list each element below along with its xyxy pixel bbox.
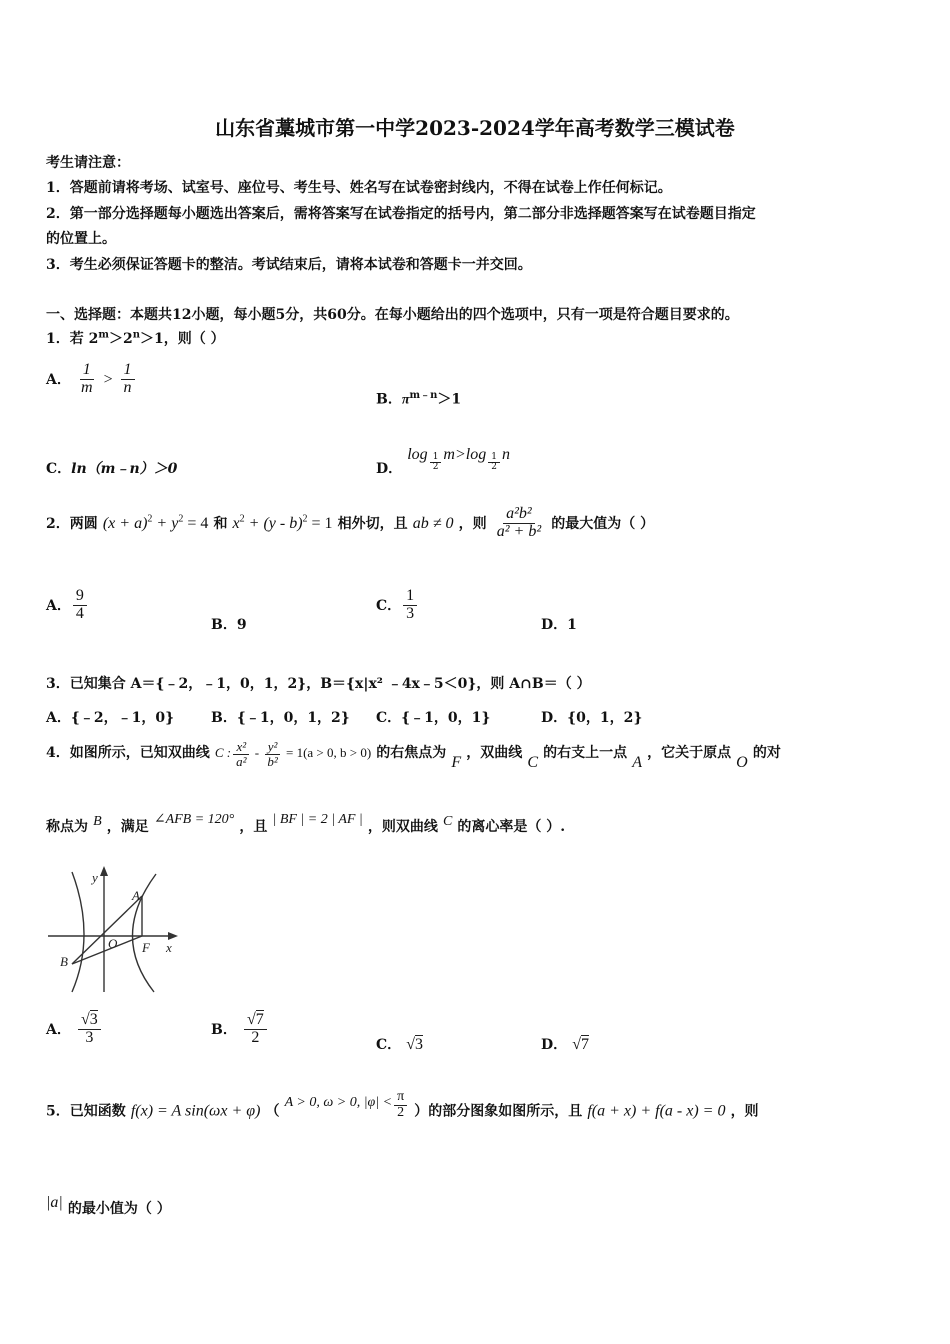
section-heading: 一、选择题：本题共12小题，每小题5分，共60分。在每小题给出的四个选项中，只有一项是符合题目要求的。: [46, 307, 739, 323]
q1-option-c[interactable]: C．ln（m﹣n）＞0: [46, 461, 178, 477]
notice-item-2: 2．第一部分选择题每小题选出答案后，需将答案写在试卷指定的括号内，第二部分非选择题答案写在试卷题目指定: [46, 206, 756, 222]
notice-item-1: 1．答题前请将考场、试室号、座位号、考生号、姓名写在试卷密封线内，不得在试卷上作任何标记。: [46, 180, 672, 196]
q2-option-a[interactable]: A． $\frac{9}{4}$: [46, 588, 89, 623]
fig-label-b: B: [60, 954, 68, 969]
notice-item-2-cont: 的位置上。: [46, 231, 116, 247]
q2-option-d[interactable]: D．1: [541, 617, 577, 633]
q3-option-b[interactable]: B．{﹣1，0，1，2}: [211, 710, 350, 726]
q4-option-d[interactable]: D． √7: [541, 1036, 590, 1053]
q3-option-c[interactable]: C．{﹣1，0，1}: [376, 710, 491, 726]
q3-option-a[interactable]: A．{﹣2，﹣1，0}: [46, 710, 175, 726]
q4-option-b[interactable]: B． $\frac{√7}{2}$: [211, 1012, 269, 1047]
fraction: $\frac{1}{n}$: [121, 362, 135, 397]
fig-label-y: y: [92, 870, 98, 885]
q1-option-d[interactable]: D． log $\frac{1}{2}$ m>log $\frac{1}{2}$ n: [376, 446, 510, 477]
hyperbola-left-branch: [72, 872, 84, 992]
segment-ab: [72, 896, 142, 964]
q2-option-c[interactable]: C． $\frac{1}{3}$: [376, 588, 419, 623]
q3-option-d[interactable]: D．{0，1，2}: [541, 710, 643, 726]
fig-label-x: x: [166, 940, 172, 955]
q1-option-b[interactable]: B．$\pi^{m﹣n}>1$: [376, 390, 462, 408]
q4-option-a[interactable]: A． $\frac{√3}{3}$: [46, 1012, 103, 1047]
question-3-stem: 3．已知集合 A＝{﹣2，﹣1，0，1，2}，B＝{x|x² ﹣4x﹣5＜0}，则 A∩B＝（ ）: [46, 676, 591, 692]
option-label: A．: [46, 371, 71, 388]
question-1-stem: 1．若 $2^m>2^n>1$，则（ ）: [46, 329, 225, 347]
notice-item-3: 3．考生必须保证答题卡的整洁。考试结束后，请将本试卷和答题卡一并交回。: [46, 257, 532, 273]
question-2-stem: 2．两圆 $(x + a)^2 + y^2 = 4$ 和 $x^2 + (y - b)^2 = 1$ 相外切，且 ab ≠ 0 ，则 $\frac{\text{a²b²}}{\text{a² + b²}}$ 的最大值为（ ）: [46, 505, 655, 540]
notice-heading: 考生请注意：: [46, 155, 130, 171]
question-4-stem-line1: 4．如图所示，已知双曲线 C : $\frac{\text{x²}}{\text{a²}}$ - $\frac{\text{y²}}{\text{b²}}$ = 1(a > 0, b > 0) 的右焦点为 F ，双曲线 C 的右支上一点 A ，它关于原点 O 的对: [46, 739, 781, 772]
greater-than: >: [102, 370, 114, 388]
fig-label-f: F: [142, 940, 150, 955]
question-4-stem-line2: 称点为 B ，满足 ∠AFB = 120° ，且 | BF | = 2 | AF | ，则双曲线 C 的离心率是（ ）.: [46, 812, 566, 835]
question-5-stem-line2: |a| 的最小值为（ ）: [46, 1194, 171, 1217]
question-5-stem-line1: 5．已知函数 f(x) = A sin(ωx + φ) （ A > 0, ω > 0, |φ| < $\frac{\pi}{2}$ ）的部分图象如图所示，且 f(a + x) + f(a - x) = 0 ，则: [46, 1089, 759, 1120]
fraction: $\frac{1}{m}$: [80, 361, 93, 396]
hyperbola-figure: [44, 866, 184, 996]
q1-option-a[interactable]: [46, 362, 137, 397]
q4-option-c[interactable]: C． √3: [376, 1036, 424, 1053]
q2-option-b[interactable]: B．9: [211, 617, 247, 633]
fig-label-o: O: [108, 936, 118, 951]
page-title: 山东省藁城市第一中学2023-2024学年高考数学三模试卷: [215, 116, 735, 140]
fig-label-a: A: [132, 888, 140, 903]
